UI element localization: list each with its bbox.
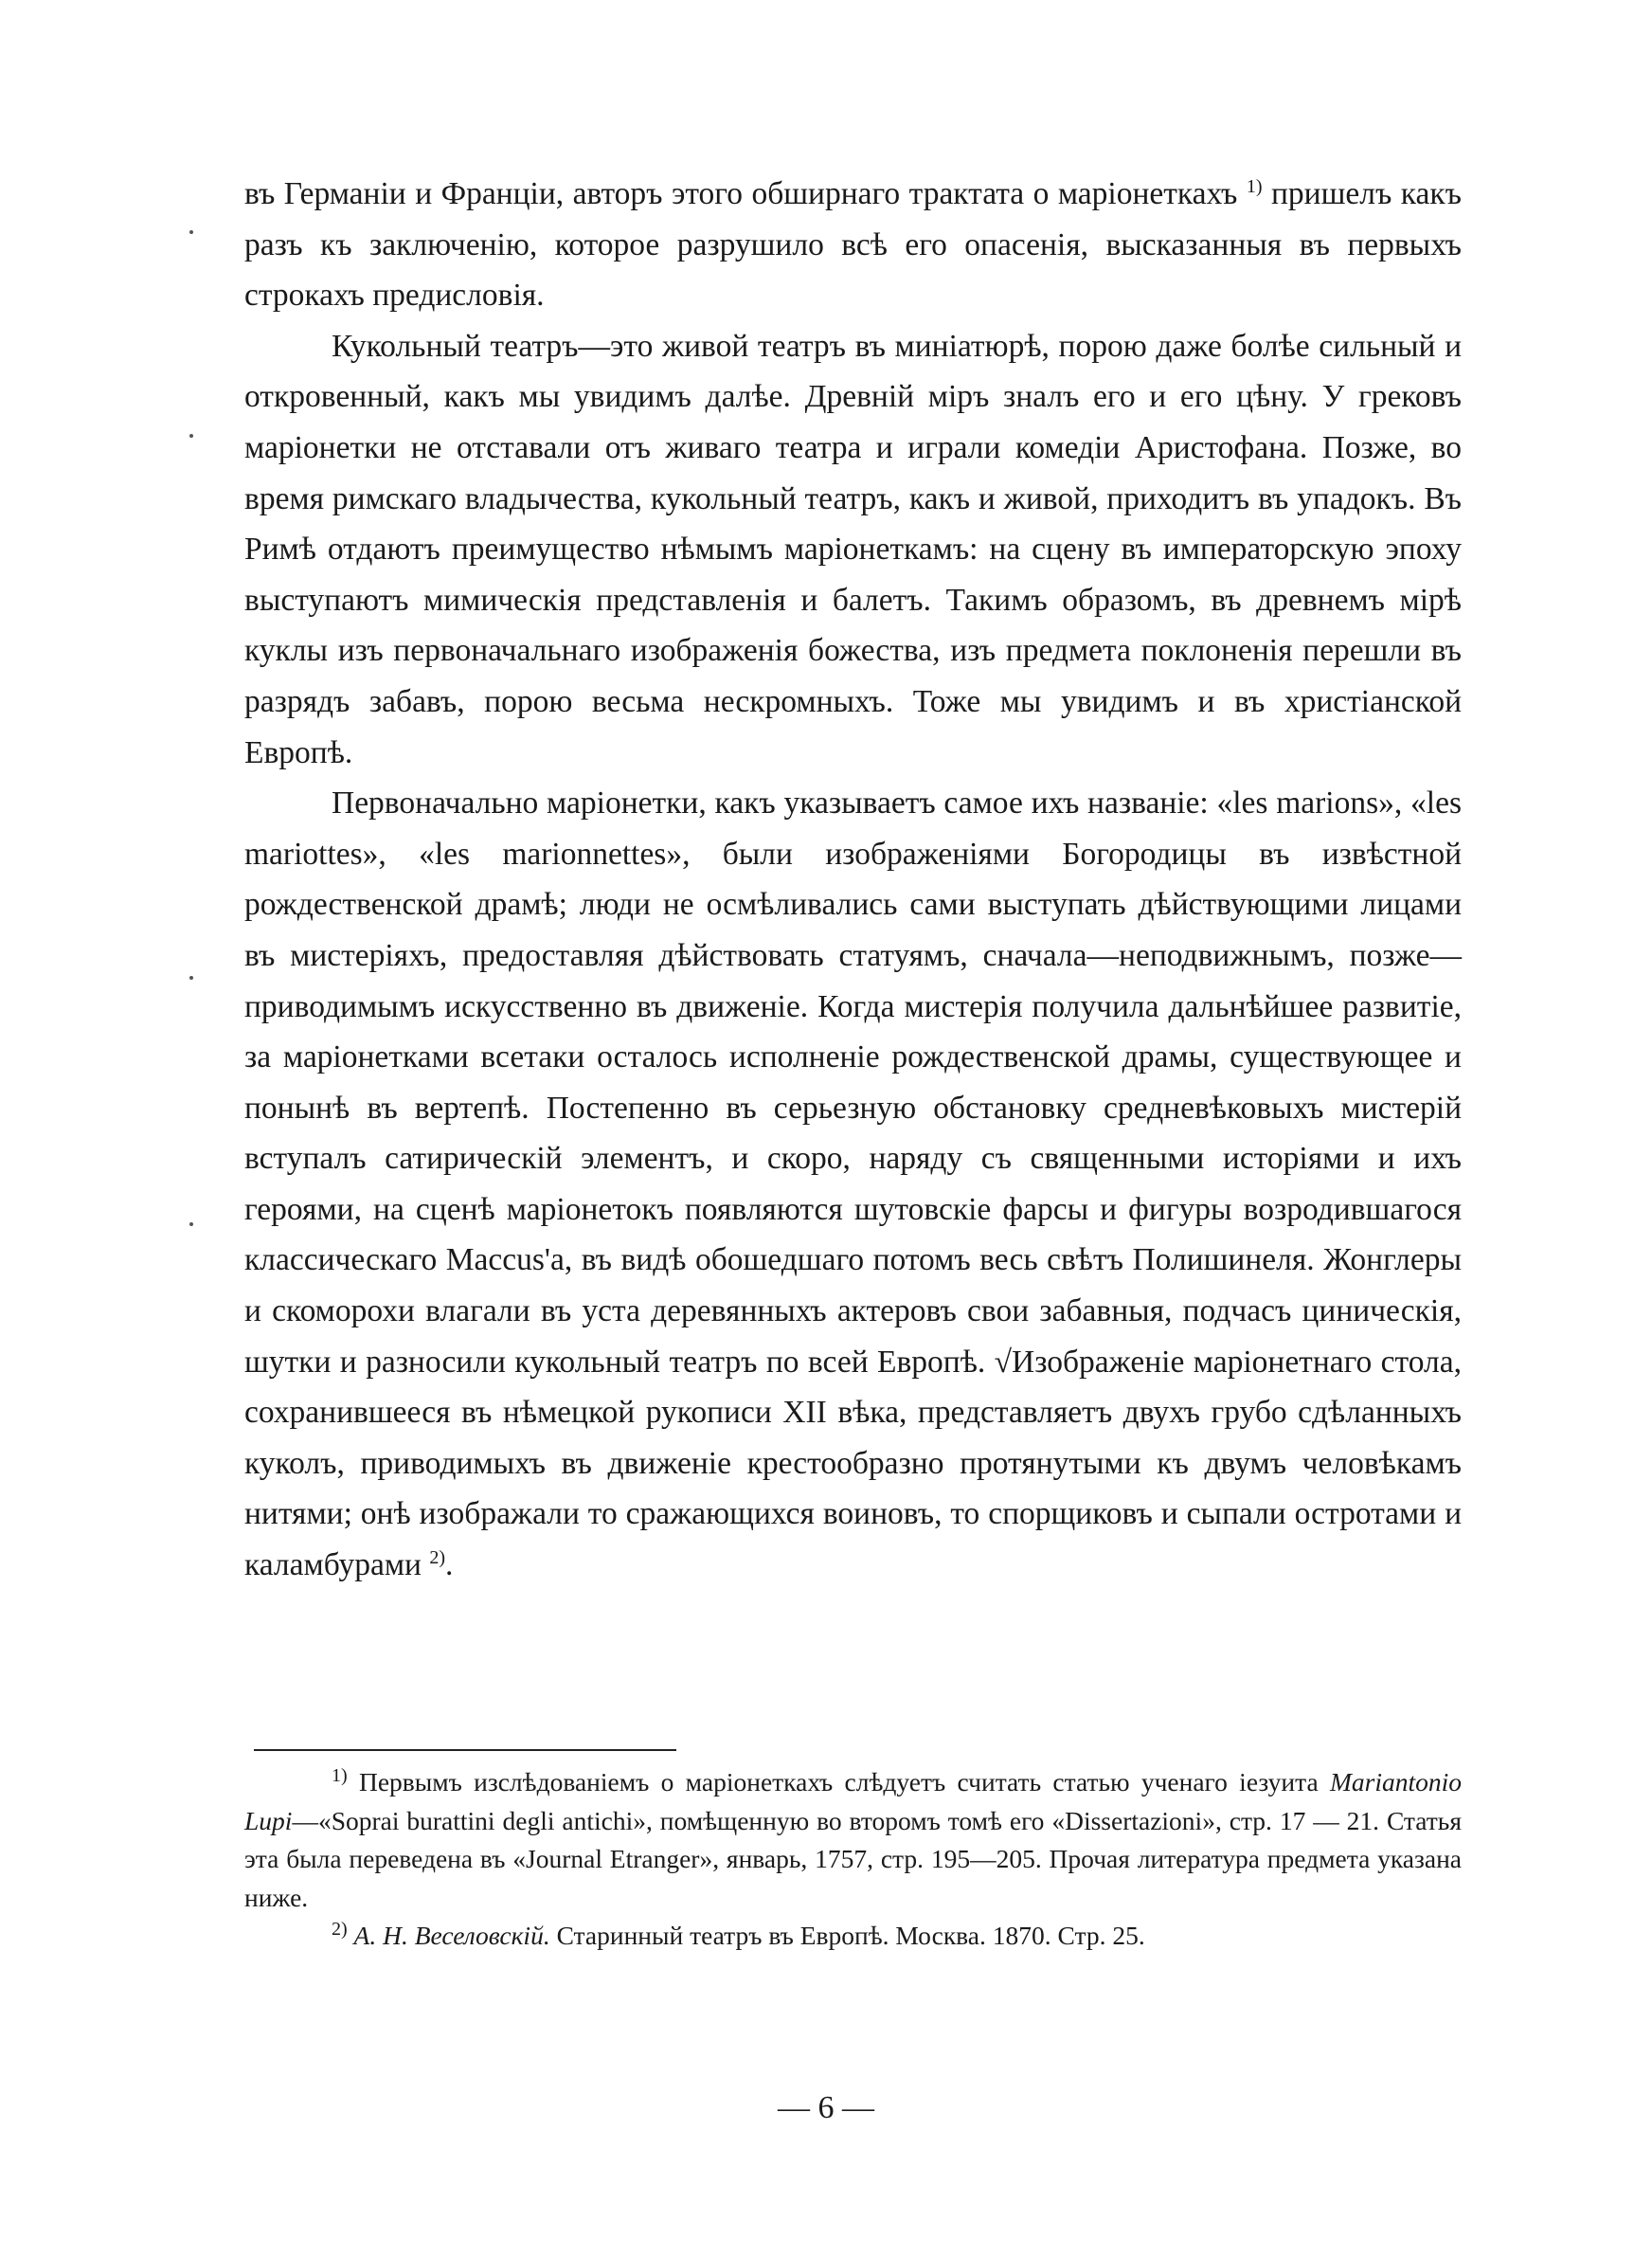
footnote-1: $^{1)}$ Первымъ изслѣдованіемъ о маріонеткахъ слѣдуетъ считать статью ученаго іезуита Mariantonio Lupi—«Soprai burattini degli antichi», помѣщенную во второмъ томѣ его «Dissertazioni», стр. 17 — 21. Статья эта была переведена въ «Journal Etranger», январь, 1757, стр. 195—205. Прочая литература предмета указана ниже.: [244, 1764, 1462, 1912]
paragraph-3: Первоначально маріонетки, какъ указываетъ самое ихъ названіе: «les marions», «les mariottes», «les marionnettes», были изображеніями Богородицы въ извѣстной рождественской драмѣ; люди не осмѣливались сами выступать дѣйствующими лицами въ мистеріяхъ, предоставляя дѣйствовать статуямъ, сначала—неподвижнымъ, позже—приводимымъ искусственно въ движеніе. Когда мистерія получила дальнѣйшее развитіе, за маріонетками всетаки осталось исполненіе рождественской драмы, существующее и понынѣ въ вертепѣ. Постепенно въ серьезную обстановку средневѣковыхъ мистерій вступалъ сатирическій элементъ, и скоро, наряду съ священными исторіями и ихъ героями, на сценѣ маріонетокъ появляются шутовскіе фарсы и фигуры возродившагося классическаго Maccus'а, въ видѣ обошедшаго потомъ весь свѣтъ Полишинеля. Жонглеры и скоморохи влагали въ уста деревянныхъ актеровъ свои забавныя, подчасъ циническія, шутки и разносили кукольный театръ по всей Европѣ. √Изображеніе маріонетнаго стола, сохранившееся въ нѣмецкой рукописи XII вѣка, представляетъ двухъ грубо сдѣланныхъ куколъ, приводимыхъ въ движеніе крестообразно протянутыми къ двумъ человѣкамъ нитями; онѣ изображали то сражающихся воиновъ, то спорщиковъ и сыпали остротами и каламбурами $^{2)}$.: [244, 785, 1462, 1583]
footnote-mark: 2): [332, 1918, 348, 1940]
margin-mark: [189, 230, 193, 234]
margin-mark: [189, 1222, 193, 1226]
footnote-author: Mariantonio Lupi: [244, 1767, 1462, 1835]
paragraph-1: въ Германіи и Франціи, авторъ этого обширнаго трактата о маріонеткахъ $^{1)}$ пришелъ какъ разъ къ заключенію, которое разрушило всѣ его опасенія, высказанныя въ первыхъ строкахъ предисловія.: [244, 175, 1463, 314]
margin-mark: [189, 434, 193, 438]
footnote-author: А. Н. Веселовскій.: [347, 1921, 550, 1950]
footnote-ref-1: 1): [1246, 175, 1263, 197]
footnotes: [244, 1763, 1462, 1956]
footnote-divider: [254, 1749, 676, 1751]
footnote-ref-2: 2): [429, 1546, 446, 1568]
footnote-mark: 1): [332, 1764, 348, 1786]
paragraph-2: Кукольный театръ—это живой театръ въ миніатюрѣ, порою даже болѣе сильный и откровенный, какъ мы увидимъ далѣе. Древній міръ зналъ его и его цѣну. У грековъ маріонетки не отставали отъ живаго театра и играли комедіи Аристофана. Позже, во время римскаго владычества, кукольный театръ, какъ и живой, приходитъ въ упадокъ. Въ Римѣ отдаютъ преимущество нѣмымъ маріонеткамъ: на сцену въ императорскую эпоху выступаютъ мимическія представленія и балетъ. Такимъ образомъ, въ древнемъ мірѣ куклы изъ первоначальнаго изображенія божества, изъ предмета поклоненія перешли въ разрядъ забавъ, порою весьма нескромныхъ. Тоже мы увидимъ и въ христіанской Европѣ.: [244, 328, 1462, 770]
main-text: [244, 169, 1462, 1591]
footnote-2: $^{2)}$ А. Н. Веселовскій. Старинный театръ въ Европѣ. Москва. 1870. Стр. 25.: [332, 1918, 1145, 1950]
page-number: — 6 —: [778, 2090, 874, 2125]
margin-mark: [189, 976, 193, 980]
